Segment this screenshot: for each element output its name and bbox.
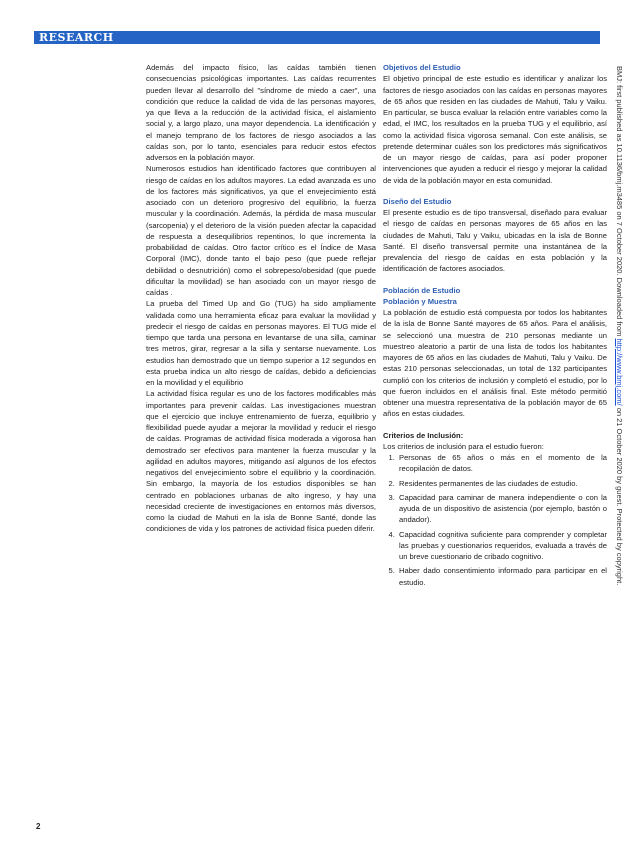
heading-muestra: Población y Muestra: [383, 296, 457, 306]
bmj-link[interactable]: http://www.bmj.com/: [615, 338, 624, 406]
heading-poblacion: Población de Estudio: [383, 285, 461, 295]
list-item: 5. Haber dado consentimiento informado para participar en el estudio.: [397, 565, 607, 588]
paragraph-poblacion: La población de estudio está compuesta por todos los habitantes de la isla de Bonne Santé mayores de 65 años. Para el análisis, se seleccionó una muestra de 210 personas mediante un muestreo aleatorio a partir de una lista de todos los habitantes mayores de 65 años en las ciudades de Mahuti, Talu y Vaiku. De estas 210 personas seleccionadas, un total de 132 participantes cumplió con los criterios de inclusión y completó el estudio, por lo que fueron incluidos en el análisis final. Este método permitió obtener una muestra representativa de la población mayor de 65 años en estas ciudades.: [383, 308, 607, 419]
heading-diseno: Diseño del Estudio: [383, 196, 452, 206]
paragraph-criterios-intro: Los criterios de inclusión para el estudio fueron:: [383, 441, 544, 451]
page-number: 2: [36, 822, 41, 831]
paragraph-physical-activity: La actividad física regular es uno de los factores modificables más importantes para prevenir caídas. Las investigaciones muestran que el ejercicio que incluye entrenamiento de fuerza, equilibrio y flexibilidad puede ayudar a mejorar la movilidad y reducir el riesgo de caídas. Programas de actividad física moderada a vigorosa han demostrado ser efectivos para mantener la fuerza muscular y la agilidad en adultos mayores, mitigando así algunos de los efectos negativos del envejecimiento sobre el equilibrio y la coordinación. Sin embargo, la mayoría de los estudios disponibles se han centrado en poblaciones urbanas de alto ingreso, y hay una necesidad creciente de investigaciones en entornos más diversos, como la ciudad de Mahuti en la isla de Bonne Santé, donde las condiciones de vida y los patrones de actividad física pueden diferir.: [146, 389, 376, 534]
copyright-sidebar: [614, 66, 624, 766]
section-banner: [34, 31, 600, 44]
paragraph-objetivos: El objetivo principal de este estudio es identificar y analizar los factores de riesgo asociados con las caídas en personas mayores de 65 años que residen en las ciudades de Mahuti, Talu y Vaiku. En particular, se busca evaluar la relación entre variables como la edad, el IMC, los resultados en la prueba TUG y el equilibrio, así como la actividad física vigorosa semanal. Con este análisis, se pretende determinar cuáles son los predictores más significativos de un mayor riesgo de caídas, para así poder proponer intervenciones que ayuden a reducir el riesgo y mejorar la calidad de vida de la población mayor en esta comunidad.: [383, 74, 607, 185]
list-item: 1. Personas de 65 años o más en el momento de la recopilación de datos.: [397, 452, 607, 475]
sidebar-text-post: on 21 October 2020 by guest. Protected by copyright.: [615, 405, 624, 586]
paragraph-diseno: El presente estudio es de tipo transversal, diseñado para evaluar el riesgo de caídas en personas mayores de 65 años en las ciudades de Mahuti, Talu y Vaiku, ubicadas en la isla de Bonne Santé. El diseño transversal permite una instantánea de la prevalencia del riesgo de caídas en esta población y la identificación de factores asociados.: [383, 208, 607, 274]
list-item: 4. Capacidad cognitiva suficiente para comprender y completar las pruebas y cuestionarios requeridos, evaluada a través de un breve cuestionario de cribado cognitivo.: [397, 529, 607, 563]
paragraph-risk-factors: Numerosos estudios han identificado factores que contribuyen al riesgo de caídas en los adultos mayores. La edad avanzada es uno de los factores más significativos, ya que el envejecimiento está asociado con un deterioro progresivo del equilibrio, la fuerza muscular y la coordinación. Además, la pérdida de masa muscular (sarcopenia) y el deterioro de la visión pueden afectar la capacidad de respuesta a desequilibrios repentinos, lo que incrementa la probabilidad de caídas. Otro factor crítico es el Índice de Masa Corporal (IMC), donde tanto el bajo peso (que puede reflejar debilidad o desnutrición) como el sobrepeso/obesidad (que puede dificultar la movilidad) se han asociado con un mayor riesgo de caídas .: [146, 164, 376, 297]
heading-objetivos: Objetivos del Estudio: [383, 63, 461, 72]
left-column: [146, 62, 376, 535]
paragraph-psychological: Además del impacto físico, las caídas también tienen consecuencias psicológicas importantes. Las caídas recurrentes pueden llevar al desarrollo del "síndrome de miedo a caer", una condición que reduce la calidad de vida de las personas mayores, ya que lleva a la reducción de la actividad física, el aislamiento social y, a largo plazo, una mayor dependencia. La identificación y el manejo temprano de los factores de riesgo asociados a las caídas son, por lo tanto, esenciales para reducir estos efectos adversos en la población mayor.: [146, 63, 376, 162]
list-item: 2. Residentes permanentes de las ciudades de estudio.: [397, 478, 607, 489]
sidebar-text-pre: BMJ: first published as 10.1136/bmj.m3485 on 7 October 2020. Downloaded from: [615, 66, 624, 339]
criterios-list: [383, 452, 607, 588]
right-column: [383, 62, 607, 591]
heading-criterios: Criterios de Inclusión:: [383, 430, 464, 440]
banner-label: RESEARCH: [39, 31, 114, 44]
list-item: 3. Capacidad para caminar de manera independiente o con la ayuda de un dispositivo de asistencia (por ejemplo, bastón o andador).: [397, 492, 607, 526]
paragraph-tug: La prueba del Timed Up and Go (TUG) ha sido ampliamente validada como una herramienta eficaz para evaluar la movilidad y predecir el riesgo de caídas en personas mayores. El TUG mide el tiempo que tarda una persona en levantarse de una silla, caminar tres metros, girar, regresar a la silla y sentarse nuevamente. Los estudios han demostrado que un tiempo superior a 12 segundos en esta prueba indica un alto riesgo de caídas, debido a deficiencias en la movilidad y el equilibrio: [146, 299, 376, 387]
